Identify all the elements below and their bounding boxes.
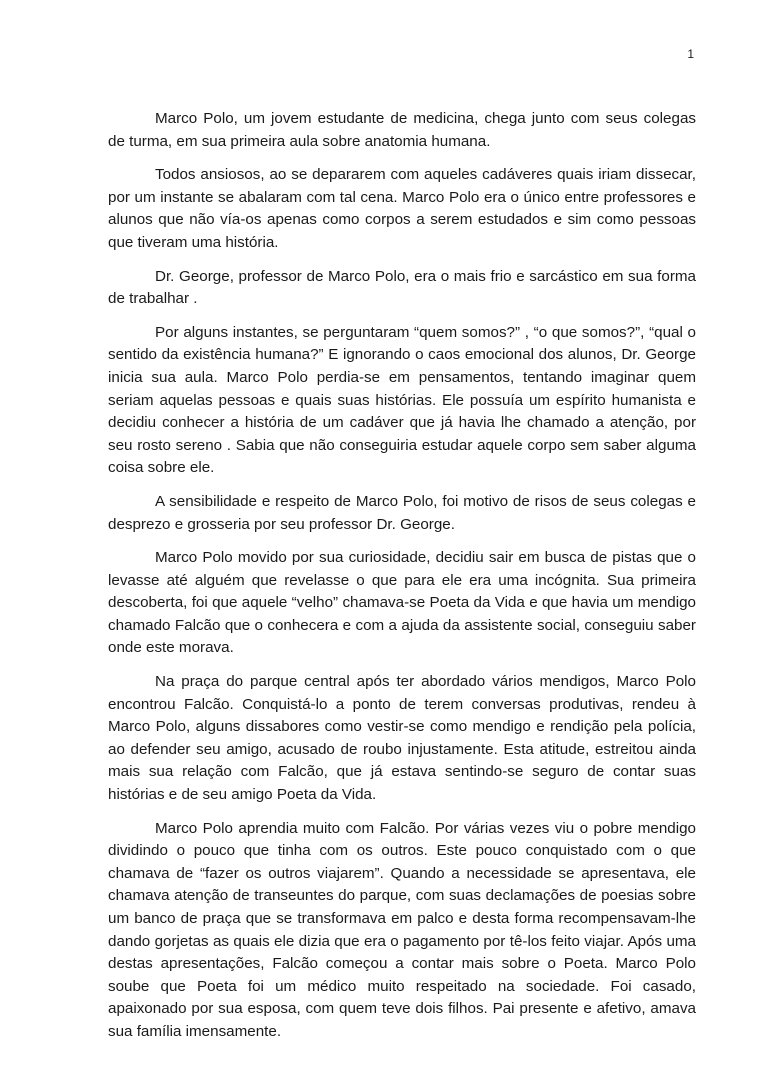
paragraph-3: Dr. George, professor de Marco Polo, era o mais frio e sarcástico em sua forma de trabalhar . xyxy=(108,267,696,308)
paragraph-5: A sensibilidade e respeito de Marco Polo, foi motivo de risos de seus colegas e desprezo e grosseria por seu professor Dr. George. xyxy=(108,492,696,533)
page-number: 1 xyxy=(687,47,694,61)
paragraph-6: Marco Polo movido por sua curiosidade, decidiu sair em busca de pistas que o levasse até alguém que revelasse o que para ele era uma incógnita. Sua primeira descoberta, foi que aquele “velho” chamava-se Poeta da Vida e que havia um mendigo chamado Falcão que o conhecera e com a ajuda da assistente social, conseguiu saber onde este morava. xyxy=(108,549,696,657)
paragraph-7: Na praça do parque central após ter abordado vários mendigos, Marco Polo encontrou Falcão. Conquistá-lo a ponto de terem conversas produtivas, rendeu à Marco Polo, alguns dissabores como vestir-se como mendigo e rendição pela polícia, ao defender seu amigo, acusado de roubo injustamente. Esta atitude, estreitou ainda mais sua relação com Falcão, que já estava sentindo-se seguro de contar suas histórias e de seu amigo Poeta da Vida. xyxy=(108,673,696,804)
paragraph-2: Todos ansiosos, ao se depararem com aqueles cadáveres quais iriam dissecar, por um instante se abalaram com tal cena. Marco Polo era o único entre professores e alunos que não vía-os apenas como corpos a serem estudados e sim como pessoas que tiveram uma história. xyxy=(108,166,696,251)
document-body xyxy=(108,108,696,1055)
paragraph-4: Por alguns instantes, se perguntaram “quem somos?” , “o que somos?”, “qual o sentido da existência humana?” E ignorando o caos emocional dos alunos, Dr. George inicia sua aula. Marco Polo perdia-se em pensamentos, tentando imaginar quem seriam aquelas pessoas e quais suas histórias. Ele possuía um espírito humanista e decidiu conhecer a história de um cadáver que já havia lhe chamado a atenção, por seu rosto sereno . Sabia que não conseguiria estudar aquele corpo sem saber alguma coisa sobre ele. xyxy=(108,323,696,477)
paragraph-1: Marco Polo, um jovem estudante de medicina, chega junto com seus colegas de turma, em sua primeira aula sobre anatomia humana. xyxy=(108,110,696,150)
paragraph-8: Marco Polo aprendia muito com Falcão. Por várias vezes viu o pobre mendigo dividindo o pouco que tinha com os outros. Este pouco conquistado com o que chamava de “fazer os outros viajarem”. Quando a necessidade se apresentava, ele chamava atenção de transeuntes do parque, com suas declamações de poesias sobre um banco de praça que se transformava em palco e desta forma recompensavam-lhe dando gorjetas as quais ele dizia que era o pagamento por tê-los feito viajar. Após uma destas apresentações, Falcão começou a contar mais sobre o Poeta. Marco Polo soube que Poeta foi um médico muito respeitado na sociedade. Foi casado, apaixonado por sua esposa, com quem teve dois filhos. Pai presente e afetivo, amava sua família imensamente. xyxy=(108,819,696,1040)
